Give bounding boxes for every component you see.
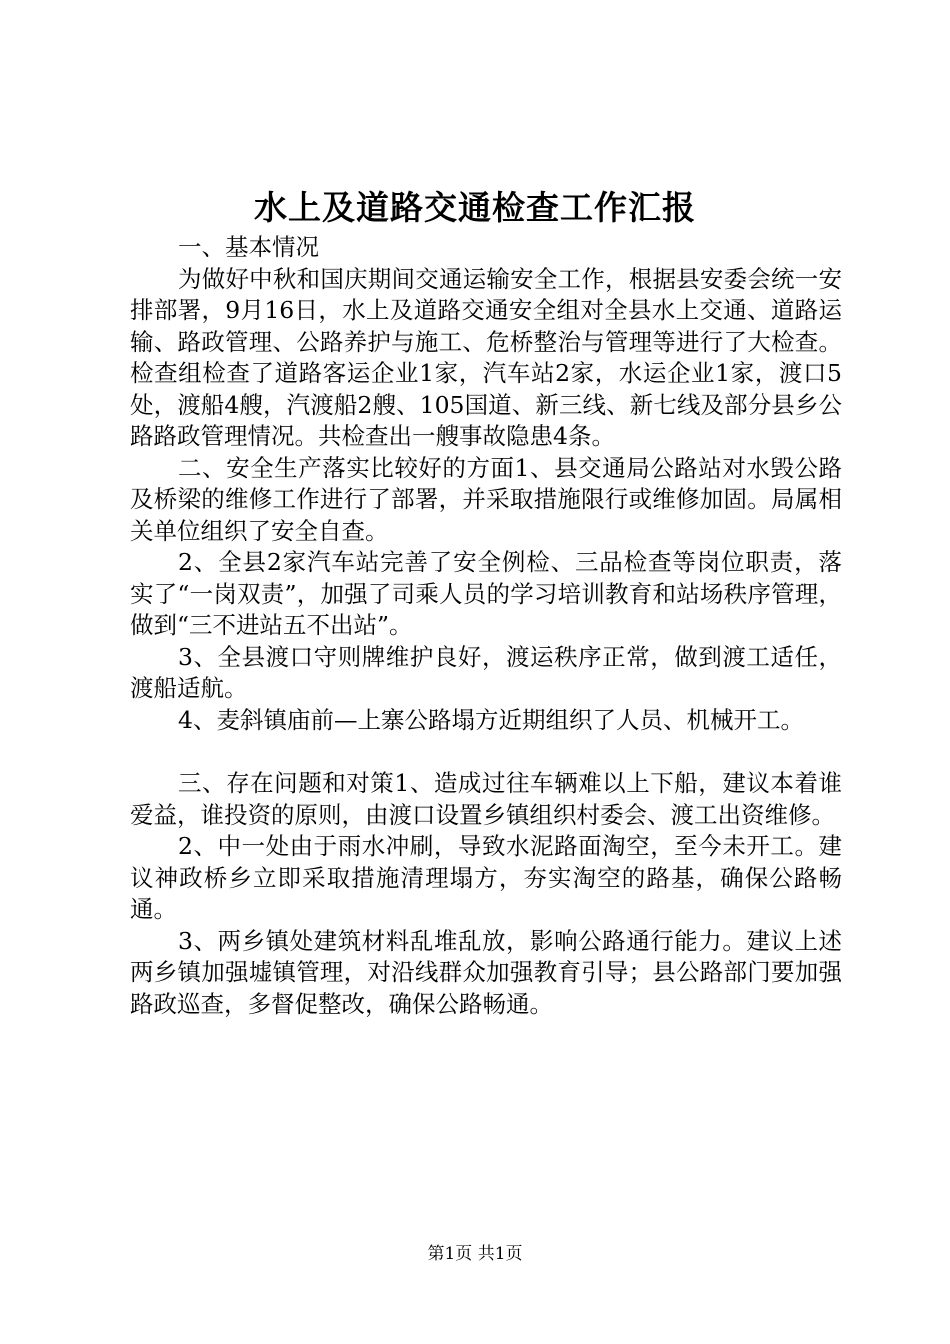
paragraph-safety-good-3: 3、全县渡口守则牌维护良好，渡运秩序正常，做到渡工适任，渡船适航。: [130, 642, 842, 702]
paragraph-problems-1: 三、存在问题和对策1、造成过往车辆难以上下船，建议本着谁爱益，谁投资的原则，由渡口设置乡镇组织村委会、渡工出资维修。: [130, 769, 842, 829]
paragraph-basic-situation: 为做好中秋和国庆期间交通运输安全工作，根据县安委会统一安排部署，9月16日，水上及道路交通安全组对全县水上交通、道路运输、路政管理、公路养护与施工、危桥整治与管理等进行了大检查。检查组检查了道路客运企业1家，汽车站2家，水运企业1家，渡口5处，渡船4艘，汽渡船2艘、105国道、新三线、新七线及部分县乡公路路政管理情况。共检查出一艘事故隐患4条。: [130, 264, 842, 450]
paragraph-safety-good-1: 二、安全生产落实比较好的方面1、县交通局公路站对水毁公路及桥梁的维修工作进行了部署，并采取措施限行或维修加固。局属相关单位组织了安全自查。: [130, 453, 842, 545]
document-title: 水上及道路交通检查工作汇报: [254, 188, 696, 227]
document-body: [130, 232, 842, 1020]
paragraph-safety-good-4: 4、麦斜镇庙前—上寨公路塌方近期组织了人员、机械开工。: [178, 705, 804, 734]
paragraph-problems-2: 2、中一处由于雨水冲刷，导致水泥路面淘空，至今未开工。建议神政桥乡立即采取措施清理塌方，夯实淘空的路基，确保公路畅通。: [130, 832, 842, 923]
paragraph-safety-good-2: 2、全县2家汽车站完善了安全例检、三品检查等岗位职责，落实了“一岗双责”，加强了司乘人员的学习培训教育和站场秩序管理，做到“三不进站五不出站”。: [130, 548, 842, 639]
page-number-footer: 第1页 共1页: [427, 1244, 523, 1264]
paragraph-problems-3: 3、两乡镇处建筑材料乱堆乱放，影响公路通行能力。建议上述两乡镇加强墟镇管理，对沿线群众加强教育引导；县公路部门要加强路政巡查，多督促整改，确保公路畅通。: [130, 926, 842, 1018]
section-heading-basic: 一、基本情况: [178, 233, 319, 261]
